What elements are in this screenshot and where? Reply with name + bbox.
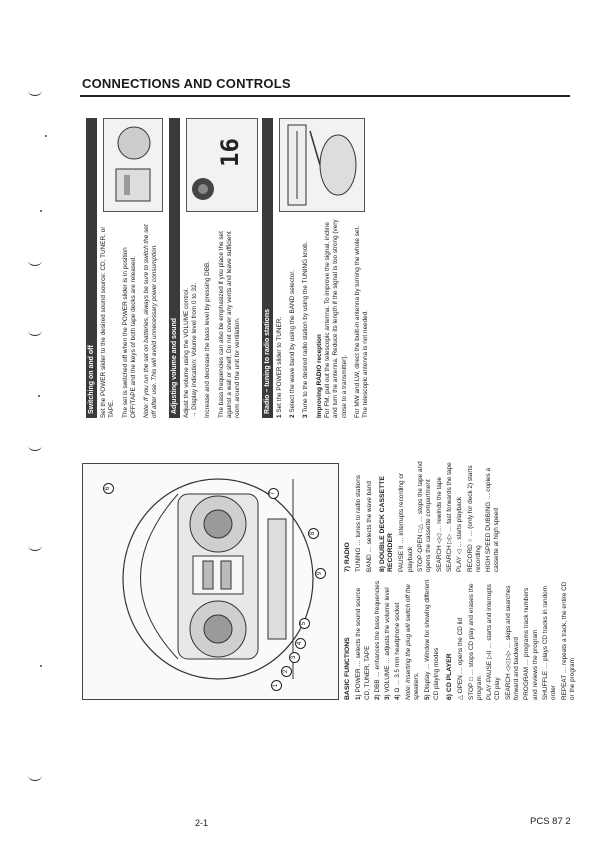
cd-item-repeat: REPEAT … repeats a track, the entire CD or the program	[560, 581, 576, 700]
callout-8: 8	[308, 528, 319, 539]
improve-title: Improving RADIO reception	[315, 334, 323, 418]
cd-item-shuffle: SHUFFLE … plays CD tracks in random order	[541, 585, 558, 700]
volume-p2: Increase and decrease the bass level by pressing DBB.	[204, 260, 212, 418]
volume-p1: Adjust the volume using the VOLUME control. → Display indication: Volume level from 0 to 32.	[182, 282, 199, 418]
display-readout: 16	[215, 138, 244, 167]
radio-tuning-title: Radio – tuning to radio stations	[262, 118, 273, 418]
antenna-illustration	[279, 118, 365, 212]
tuning-step-1: 1 Set the POWER slider to TUNER.	[275, 316, 283, 418]
cd-item-search: SEARCH ◁◁ ▷▷ … skips and searches forward and backward	[504, 585, 521, 700]
cassette-item-play: PLAY ◁ … starts playback	[456, 496, 464, 572]
cassette-heading: 8) DOUBLE DECK CASSETTE RECORDER	[378, 476, 395, 572]
speck	[38, 395, 40, 397]
switching-note: Note: If you run the set on batteries, always be sure to switch the set off after use. This will avoid unnecessary power consumption.	[143, 224, 159, 418]
speck	[40, 665, 42, 667]
volume-display-illustration	[186, 118, 258, 212]
callout-7: 7	[268, 488, 279, 499]
radio-heading: 7) RADIO	[344, 542, 351, 572]
basic-item-dbb: 2) DBB … enhances the bass frequencies	[373, 580, 381, 700]
binder-hole	[28, 85, 42, 96]
volume-title: Adjusting volume and sound	[169, 118, 180, 418]
radio-item-tuning: TUNING … tunes to radio stations	[355, 475, 363, 572]
radio-tuning-section	[276, 118, 376, 418]
controls-column	[82, 450, 576, 700]
improve-fm: For FM, pull out the telescopic antenna. To improve the signal, incline and turn the antenna. Reduce its length if the signal is too strong (very close to a transmitter).	[323, 219, 348, 418]
page-number: 2-1	[195, 818, 209, 828]
binder-hole	[28, 325, 42, 336]
power-slider-illustration	[103, 118, 163, 212]
speck	[45, 135, 47, 137]
header-rule	[80, 95, 570, 97]
binder-hole	[28, 770, 42, 781]
basic-functions-heading: BASIC FUNCTIONS	[344, 637, 351, 700]
callout-3: 3	[289, 652, 300, 663]
cd-item-program: PROGRAM … programs track numbers and reviews the program	[523, 587, 539, 700]
basic-and-cd-column	[344, 578, 579, 700]
binder-hole	[28, 440, 42, 451]
instructions-column	[82, 118, 562, 418]
callout-9: 9	[315, 568, 326, 579]
callout-5: 5	[299, 618, 310, 629]
callout-4: 4	[295, 638, 306, 649]
radio-and-cassette-column	[344, 450, 504, 572]
rotated-page-content	[82, 110, 576, 700]
binder-hole	[28, 540, 42, 551]
boombox-drawing	[83, 464, 338, 699]
switching-section	[100, 118, 165, 418]
improve-mw: For MW and LW, direct the built-in antenna by turning the whole set. The telescopic antenna is not needed.	[353, 225, 370, 418]
volume-p3: The bass frequencies can also be emphasized if you place the set against a wall or shelf. Do not cover any vents and leave sufficient room around the unit for ventilation.	[217, 231, 242, 418]
radio-item-band: BAND … selects the wave band	[365, 481, 373, 572]
speck	[40, 210, 42, 212]
callout-2: 2	[281, 666, 292, 677]
cd-item-open: △ OPEN … opens the CD lid	[457, 617, 465, 700]
binder-hole	[28, 255, 42, 266]
cd-item-stop: STOP □ … stops CD play and erases the program	[467, 583, 483, 700]
volume-section	[183, 118, 258, 418]
page-title: CONNECTIONS AND CONTROLS	[82, 76, 291, 91]
basic-item-headphone: 4) Ω … 3.5 mm headphone socket	[394, 602, 402, 700]
cassette-item-rewind: SEARCH ◁◁ … rewinds the tape	[435, 476, 443, 572]
basic-item-display: 5) Display … Window for showing different CD playing modes	[424, 579, 440, 700]
switching-p2: The set is switched off when the POWER slider is in position OFF/TAPE and the keys of both tape decks are released.	[121, 247, 137, 418]
cd-player-heading: 6) CD PLAYER	[445, 653, 453, 700]
volume-knob-drawing	[187, 119, 217, 211]
tuning-step-2: 2 Select the wave band by using the BAND selector.	[289, 270, 297, 418]
cd-item-play-pause: PLAY·PAUSE ▷II … starts and interrupts CD play	[486, 584, 502, 700]
cassette-item-pause: PAUSE II … interrupts recording or playback	[398, 473, 414, 572]
model-number: PCS 87 2	[530, 816, 571, 827]
cassette-item-ffwd: SEARCH ▷▷ … fast forwards the tape	[445, 462, 453, 572]
tuning-step-3: 3 Tune to the desired radio station by using the TUNING knob.	[302, 241, 310, 418]
switching-p1: Set the POWER slider to the desired sound source: CD, TUNER, or TAPE.	[100, 226, 116, 418]
cassette-item-dubbing: HIGH SPEED DUBBING … copies a cassette at high speed	[485, 467, 501, 572]
basic-item-volume: 3) VOLUME … adjusts the volume level	[384, 587, 392, 700]
basic-item-power: 1) POWER … selects the sound source CD, TUNER, TAPE	[355, 587, 371, 700]
callout-6: 6	[103, 483, 114, 494]
headphone-note: Note: Inserting the plug will switch off the speakers.	[404, 584, 421, 700]
antenna-drawing	[280, 119, 364, 211]
cassette-item-record: RECORD ○ … (only for deck 2) starts recording	[466, 465, 482, 572]
callout-1: 1	[271, 680, 282, 691]
power-slider-drawing	[104, 119, 162, 211]
switching-title: Switching on and off	[86, 118, 97, 418]
cassette-item-stop-open: STOP·OPEN □△ … stops the tape and opens the cassette compartment	[417, 461, 433, 572]
device-illustration	[82, 463, 339, 700]
